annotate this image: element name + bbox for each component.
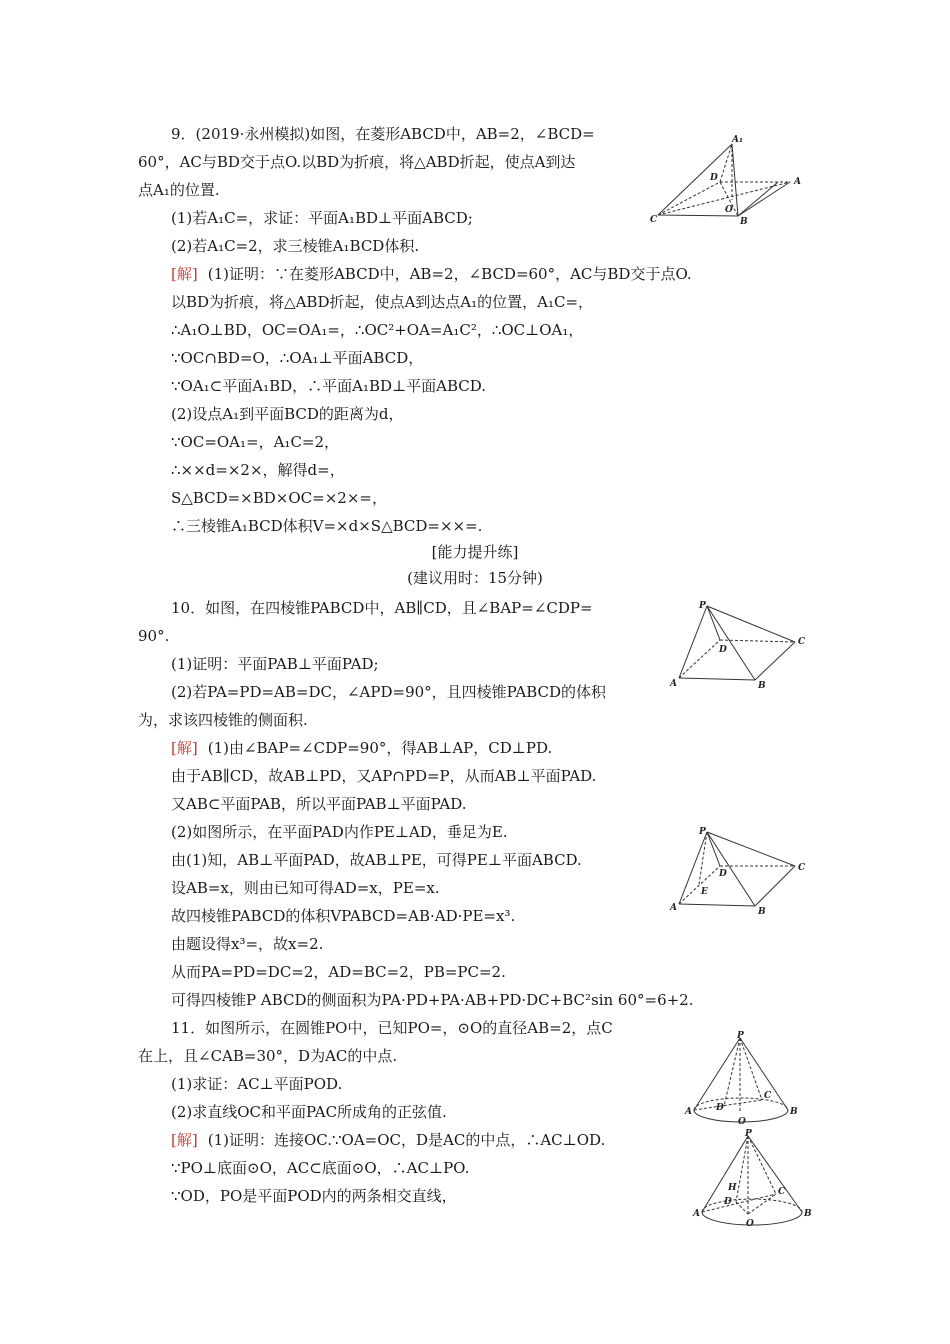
label-a1: A₁	[732, 135, 743, 145]
label-d: D	[719, 869, 727, 879]
text-line: ∵OA₁⊂平面A₁BD，∴平面A₁BD⊥平面ABCD.	[171, 377, 487, 395]
text-line: ∴A₁O⊥BD，OC=OA₁=，∴OC²+OA=A₁C²，∴OC⊥OA₁，	[171, 321, 584, 339]
text-line: 从而PA=PD=DC=2，AD=BC=2，PB=PC=2.	[171, 963, 506, 981]
text-line: 设AB=x，则由已知可得AD=x，PE=x.	[171, 879, 440, 897]
label-b: B	[758, 907, 766, 917]
label-o: O	[746, 1219, 754, 1229]
label-p: P	[737, 1031, 744, 1041]
text-line: 10．如图，在四棱锥PABCD中，AB∥CD，且∠BAP=∠CDP=	[171, 599, 593, 617]
text-line: (2)如图所示，在平面PAD内作PE⊥AD，垂足为E.	[171, 823, 508, 841]
figure-pyramid-1	[665, 598, 815, 693]
label-a: A	[670, 679, 677, 689]
figure-folded-rhombus	[650, 132, 810, 227]
text-line: ∴三棱锥A₁BCD体积V=×d×S△BCD=××=.	[171, 517, 483, 535]
text-line: (2)若A₁C=2，求三棱锥A₁BCD体积.	[171, 237, 420, 255]
label-c: C	[798, 637, 806, 647]
text-line: 由于AB∥CD，故AB⊥PD，又AP∩PD=P，从而AB⊥平面PAD.	[171, 767, 597, 785]
label-a: A	[693, 1209, 700, 1219]
label-e: E	[701, 887, 708, 897]
text-line: ∵OC=OA₁=，A₁C=2，	[171, 433, 340, 451]
text-line: 为，求该四棱锥的侧面积.	[138, 711, 308, 729]
text-line: 9．(2019·永州模拟)如图，在菱形ABCD中，AB=2，∠BCD=	[171, 125, 595, 143]
label-h: H	[728, 1183, 737, 1193]
text-line: 60°，AC与BD交于点O.以BD为折痕，将△ABD折起，使点A到达	[138, 153, 576, 171]
solution-tag: [解]	[171, 739, 198, 757]
label-b: B	[804, 1209, 812, 1219]
text-line: ∵PO⊥底面⊙O，AC⊂底面⊙O，∴AC⊥PO.	[171, 1159, 470, 1177]
figure-cone-1	[682, 1031, 802, 1129]
figure-pyramid-2	[665, 826, 815, 921]
text-line: 以BD为折痕，将△ABD折起，使点A到达点A₁的位置，A₁C=，	[171, 293, 594, 311]
label-d: D	[724, 1197, 732, 1207]
label-b: B	[758, 681, 766, 691]
text-line: [解] (1)由∠BAP=∠CDP=90°，得AB⊥AP，CD⊥PD.	[171, 739, 553, 757]
text-line: ∵OD，PO是平面POD内的两条相交直线，	[171, 1187, 457, 1205]
text-line: 在上，且∠CAB=30°，D为AC的中点.	[138, 1047, 398, 1065]
label-b: B	[740, 217, 748, 227]
text-line: 由(1)知，AB⊥平面PAD，故AB⊥PE，可得PE⊥平面ABCD.	[171, 851, 582, 869]
label-d: D	[716, 1103, 724, 1113]
section-subtitle: (建议用时：15分钟)	[407, 569, 543, 587]
text-line: (1)若A₁C=，求证：平面A₁BD⊥平面ABCD;	[171, 209, 473, 227]
text-line: 故四棱锥PABCD的体积VPABCD=AB·AD·PE=x³.	[171, 907, 516, 925]
solution-tag: [解]	[171, 1131, 198, 1149]
label-d: D	[710, 173, 718, 183]
label-a: A	[794, 177, 801, 187]
label-c: C	[764, 1091, 772, 1101]
label-p: P	[699, 827, 706, 837]
text-line: 11．如图所示，在圆锥PO中，已知PO=，⊙O的直径AB=2，点C	[171, 1019, 613, 1037]
text-line: (2)求直线OC和平面PAC所成角的正弦值.	[171, 1103, 447, 1121]
text-line: [解] (1)证明：∵在菱形ABCD中，AB=2，∠BCD=60°，AC与BD交于点O.	[171, 265, 692, 283]
label-p: P	[745, 1129, 752, 1139]
text-line: 由题设得x³=，故x=2.	[171, 935, 324, 953]
text-line: 又AB⊂平面PAB，所以平面PAB⊥平面PAD.	[171, 795, 467, 813]
label-a: A	[670, 903, 677, 913]
label-o: O	[738, 1117, 746, 1127]
label-p: P	[699, 601, 706, 611]
text-line: (2)设点A₁到平面BCD的距离为d，	[171, 405, 404, 423]
text-line: [解] (1)证明：连接OC.∵OA=OC，D是AC的中点，∴AC⊥OD.	[171, 1131, 606, 1149]
text-line: (1)求证：AC⊥平面POD.	[171, 1075, 343, 1093]
label-c: C	[778, 1187, 786, 1197]
solution-tag: [解]	[171, 265, 198, 283]
section-title: [能力提升练]	[431, 543, 519, 561]
text-line: ∵OC∩BD=O，∴OA₁⊥平面ABCD，	[171, 349, 424, 367]
label-c: C	[650, 215, 658, 225]
label-a: A	[685, 1107, 692, 1117]
text-line: S△BCD=×BD×OC=×2×=，	[171, 489, 387, 507]
text-line: 90°.	[138, 627, 170, 645]
label-d: D	[719, 645, 727, 655]
text-line: 可得四棱锥P ABCD的侧面积为PA·PD+PA·AB+PD·DC+BC²sin 60°=6+2.	[171, 991, 694, 1009]
label-c: C	[798, 863, 806, 873]
figure-cone-2	[690, 1129, 820, 1232]
text-line: ∴××d=×2×，解得d=，	[171, 461, 345, 479]
label-o: O	[725, 205, 733, 215]
label-b: B	[790, 1107, 798, 1117]
text-line: (2)若PA=PD=AB=DC，∠APD=90°，且四棱锥PABCD的体积	[171, 683, 607, 701]
text-line: 点A₁的位置.	[138, 181, 220, 199]
text-line: (1)证明：平面PAB⊥平面PAD;	[171, 655, 379, 673]
